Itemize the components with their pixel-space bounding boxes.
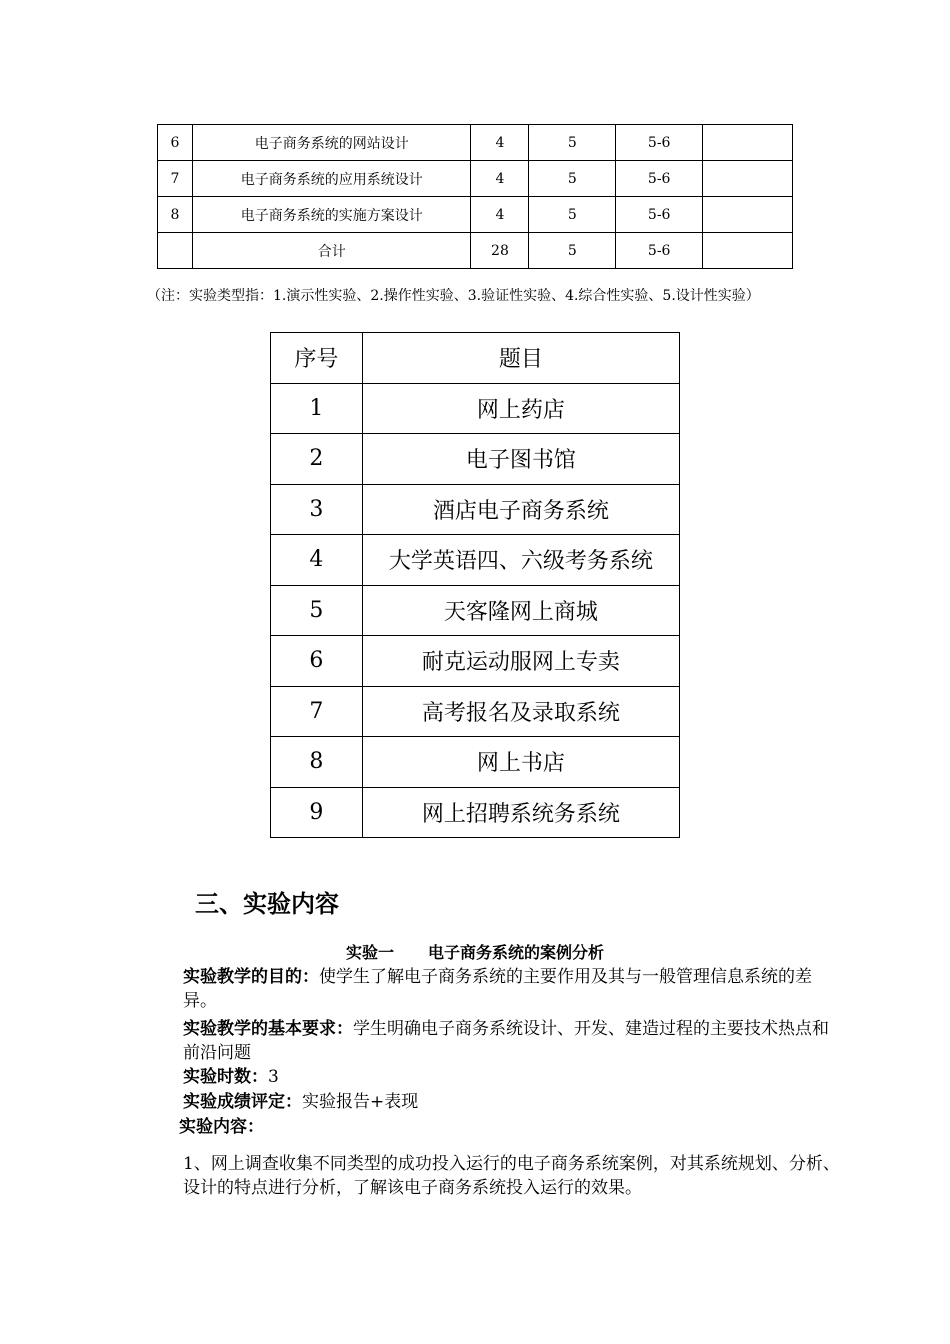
grading-line	[147, 1090, 843, 1114]
topic-number: 9	[271, 787, 363, 838]
topic-number: 6	[271, 636, 363, 687]
content-heading-line	[147, 1115, 839, 1139]
topic-number: 7	[271, 686, 363, 737]
experiment-type-note: （注：实验类型指：1.演示性实验、2.操作性实验、3.验证性实验、4.综合性实验、5.设计性实验）	[147, 288, 760, 304]
table-row	[271, 434, 680, 485]
hours-value: 3	[268, 1067, 279, 1087]
topic-number: 8	[271, 737, 363, 788]
experiment-label: 实验一	[345, 943, 394, 962]
experiment-hours: 4	[471, 125, 529, 161]
experiment-title: 电子商务系统的案例分析	[428, 943, 605, 962]
topic-number: 2	[271, 434, 363, 485]
topic-title: 耐克运动服网上专卖	[362, 636, 679, 687]
header-number: 序号	[271, 333, 363, 384]
topic-title: 大学英语四、六级考务系统	[362, 535, 679, 586]
topic-title: 天客隆网上商城	[362, 585, 679, 636]
experiment-type: 5	[529, 197, 616, 233]
experiment-type: 5	[529, 161, 616, 197]
experiment-name: 电子商务系统的网站设计	[192, 125, 471, 161]
table-row-total	[158, 233, 793, 269]
topic-title: 电子图书馆	[362, 434, 679, 485]
experiment-type: 5	[529, 125, 616, 161]
table-row	[271, 535, 680, 586]
grading-label: 实验成绩评定：	[183, 1092, 302, 1112]
topics-table	[270, 332, 680, 838]
topic-title: 高考报名及录取系统	[362, 686, 679, 737]
table-row	[158, 197, 793, 233]
section-heading: 三、实验内容	[195, 890, 339, 918]
total-label: 合计	[192, 233, 471, 269]
requirements-label: 实验教学的基本要求：	[183, 1019, 353, 1039]
table-row	[271, 484, 680, 535]
table-row	[271, 383, 680, 434]
content-item-1: 1、网上调查收集不同类型的成功投入运行的电子商务系统案例，对其系统规划、分析、设计的特点进行分析，了解该电子商务系统投入运行的效果。	[183, 1154, 840, 1198]
group-size: 5-6	[616, 161, 703, 197]
header-title: 题目	[362, 333, 679, 384]
requirements-text: 学生明确电子商务系统设计、开发、建造过程的主要技术热点和前沿问题	[183, 1019, 829, 1063]
row-number	[158, 233, 193, 269]
table-row	[271, 787, 680, 838]
table-row	[158, 125, 793, 161]
remark	[703, 125, 793, 161]
topic-number: 3	[271, 484, 363, 535]
experiment-hours: 4	[471, 161, 529, 197]
purpose-label: 实验教学的目的：	[183, 967, 319, 987]
experiment-schedule-table	[157, 124, 793, 269]
table-row	[158, 161, 793, 197]
row-number: 8	[158, 197, 193, 233]
purpose-paragraph	[147, 965, 843, 1013]
experiment-heading	[0, 940, 950, 963]
topic-number: 4	[271, 535, 363, 586]
experiment-name: 电子商务系统的实施方案设计	[192, 197, 471, 233]
group-size: 5-6	[616, 125, 703, 161]
table-row	[271, 636, 680, 687]
table-row	[271, 585, 680, 636]
topic-title: 网上药店	[362, 383, 679, 434]
topic-number: 5	[271, 585, 363, 636]
purpose-text: 使学生了解电子商务系统的主要作用及其与一般管理信息系统的差异。	[183, 967, 812, 1011]
remark	[703, 197, 793, 233]
row-number: 6	[158, 125, 193, 161]
remark	[703, 161, 793, 197]
table-row	[271, 737, 680, 788]
grading-value: 实验报告+表现	[302, 1092, 419, 1112]
topic-title: 网上招聘系统务系统	[362, 787, 679, 838]
experiment-name: 电子商务系统的应用系统设计	[192, 161, 471, 197]
table-header-row	[271, 333, 680, 384]
experiment-hours: 4	[471, 197, 529, 233]
remark	[703, 233, 793, 269]
hours-label: 实验时数：	[183, 1067, 268, 1087]
experiment-type: 5	[529, 233, 616, 269]
total-hours: 28	[471, 233, 529, 269]
topic-title: 酒店电子商务系统	[362, 484, 679, 535]
group-size: 5-6	[616, 233, 703, 269]
row-number: 7	[158, 161, 193, 197]
content-label: 实验内容：	[179, 1117, 264, 1137]
hours-line	[147, 1065, 843, 1089]
requirements-paragraph	[147, 1017, 843, 1065]
topic-title: 网上书店	[362, 737, 679, 788]
group-size: 5-6	[616, 197, 703, 233]
table-row	[271, 686, 680, 737]
topic-number: 1	[271, 383, 363, 434]
